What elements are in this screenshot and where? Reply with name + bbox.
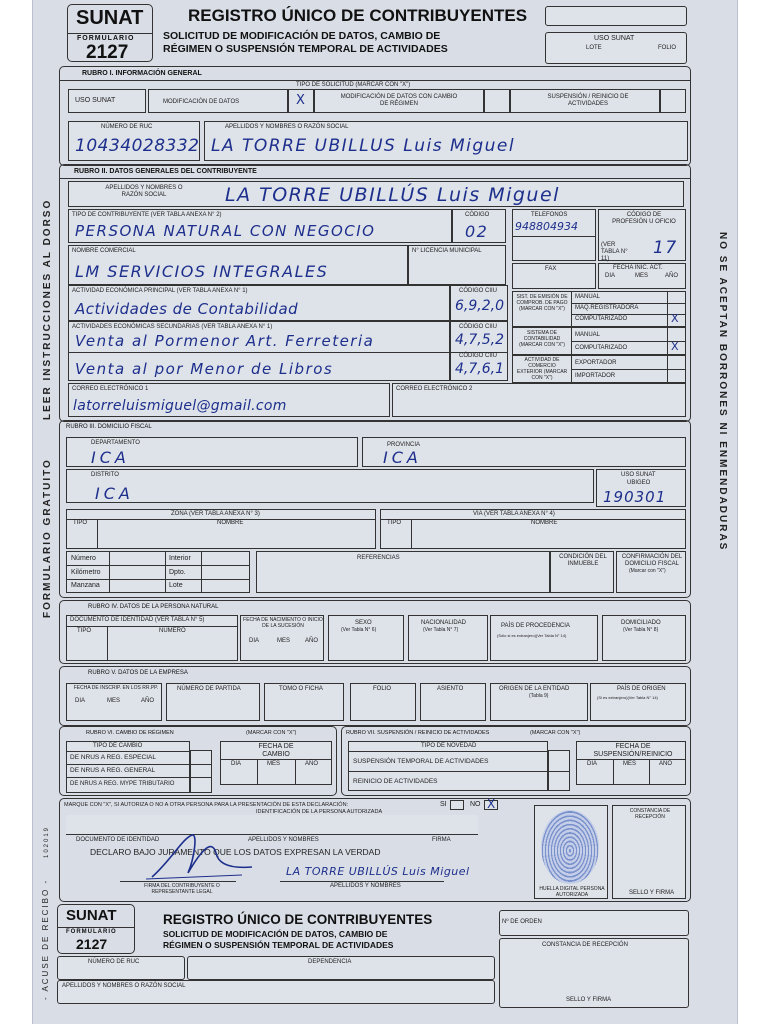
pais-procedencia-field[interactable]: PAÍS DE PROCEDENCIA (Sólo si es extranjero)(Ver Tabla N° 14) — [490, 615, 598, 661]
profesion-value: 17 — [653, 238, 678, 258]
declaro-text: DECLARO BAJO JURAMENTO QUE LOS DATOS EXPRESAN LA VERDAD — [90, 847, 381, 857]
constancia-box: CONSTANCIA DE RECEPCIÓN SELLO Y FIRMA — [612, 805, 686, 899]
rubro-1-title: RUBRO I. INFORMACIÓN GENERAL — [82, 70, 202, 77]
contab-mark: X — [671, 340, 679, 353]
rubro-6-title: RUBRO VI. CAMBIO DE RÉGIMEN — [86, 730, 174, 736]
contabilidad-block: SISTEMA DE CONTABILIDAD (MARCAR CON "X") MANUAL COMPUTARIZADO X — [512, 327, 686, 355]
form-subtitle-1: SOLICITUD DE MODIFICACIÓN DE DATOS, CAMBIO DE — [163, 30, 441, 42]
tipo-code-field[interactable]: CÓDIGO 02 — [452, 209, 506, 243]
form-label: FORMULARIO — [77, 35, 135, 42]
acuse-ruc-field[interactable]: NÚMERO DE RUC — [57, 956, 185, 980]
numero-block[interactable]: Número Kilómetro Manzana Interior Dpto. Lote — [66, 551, 250, 593]
rubro-4 — [59, 600, 691, 664]
tomo-field[interactable]: TOMO O FICHA — [264, 683, 344, 721]
fecha-cambio-field[interactable]: FECHA DE CAMBIO DIA MES AÑO — [220, 741, 332, 785]
ubigeo-value: 190301 — [603, 488, 667, 506]
declaracion-block: MARQUE CON "X", SI AUTORIZA O NO A OTRA PERSONA PARA LA PRESENTACIÓN DE ESTA DECLARACIÓN: IDENTIFICACIÓN DE LA PERSONA AUTORIZADA SI NO X DOCUMENTO DE IDENTIDAD APELLIDOS Y NOMBRES FIRMA DECLARO BAJO JURAMENTO QUE LOS DATOS EXPRESAN LA VERDAD FIRMA DEL CONTRIBUYENTE O REPRESENTANTE LEGAL LA TORRE UBILLÚS Luis Miguel APELLIDOS Y NOMBRES HUELLA DIGITAL PERSONA AUTORIZADA CONSTANCIA DE RECEPCIÓN SELLO Y FIRMA — [59, 798, 691, 902]
tipo-novedad-table[interactable]: TIPO DE NOVEDAD SUSPENSIÓN TEMPORAL DE ACTIVIDADES REINICIO DE ACTIVIDADES — [348, 741, 548, 791]
side-code: 102019 — [44, 825, 50, 858]
fecha-inscrip-field[interactable]: FECHA DE INSCRIP. EN LOS RR.PP. DIA MES AÑO — [66, 683, 162, 721]
acuse-apellidos-field[interactable]: APELLIDOS Y NOMBRES O RAZÓN SOCIAL — [57, 980, 495, 1004]
mod-datos-option[interactable]: MODIFICACIÓN DE DATOS — [148, 89, 288, 113]
telefono-field[interactable]: TELEFONOS 948804934 — [512, 209, 596, 261]
nacionalidad-field[interactable]: NACIONALIDAD (Ver Tabla N° 7) — [408, 615, 488, 661]
fecha-inicio-field[interactable]: FECHA INIC. ACT. DIA MES AÑO — [598, 263, 686, 289]
tipo-value: PERSONA NATURAL CON NEGOCIO — [75, 222, 376, 240]
suspension-option[interactable]: SUSPENSIÓN / REINICIO DE ACTIVIDADES — [510, 89, 660, 113]
provincia-value: ICA — [383, 448, 422, 467]
rubro-3 — [59, 420, 691, 598]
domiciliado-field[interactable]: DOMICILIADO (Ver Tabla N° 8) — [602, 615, 686, 661]
side-instructions: LEER INSTRUCCIONES AL DORSO — [42, 198, 53, 420]
doc-identidad-field[interactable]: DOCUMENTO DE IDENTIDAD (VER TABLA N° 5) TIPO NÚMERO — [66, 615, 238, 661]
suspension-checkbox[interactable] — [660, 89, 686, 113]
ruc-field[interactable]: NÚMERO DE RUC 10434028332 — [68, 121, 200, 161]
actividades-secundarias-ciiu[interactable]: CÓDIGO CIIU 4,7,5,2 CÓDIGO CIIU 4,7,6,1 — [450, 321, 508, 381]
rubro-5-title: RUBRO V. DATOS DE LA EMPRESA — [88, 670, 188, 676]
top-blank-box — [545, 6, 687, 26]
uso-sunat-cell: USO SUNAT — [68, 89, 146, 113]
form-title: REGISTRO ÚNICO DE CONTRIBUYENTES — [188, 6, 528, 25]
emision-block: SIST. DE EMISIÓN DE COMPROB. DE PAGO (MARCAR CON "X") MANUAL MAQ.REGISTRADORA COMPUTARIZADO X — [512, 291, 686, 327]
no-mark: X — [487, 797, 496, 811]
tipo-contribuyente-field[interactable]: TIPO DE CONTRIBUYENTE (VER TABLA ANEXA N° 2) PERSONA NATURAL CON NEGOCIO — [68, 209, 452, 243]
autorizada-fields[interactable] — [66, 815, 478, 835]
comercial-value: LM SERVICIOS INTEGRALES — [75, 262, 329, 281]
actividades-secundarias-field[interactable]: ACTIVIDADES ECONÓMICAS SECUNDARIAS (VER TABLA ANEXA N° 1) Venta al Pormenor Art. Ferreteria Venta al por Menor de Libros — [68, 321, 450, 381]
emision-mark: X — [671, 312, 679, 325]
acuse-dependencia-field[interactable]: DEPENDENCIA — [187, 956, 495, 980]
rubro-5 — [59, 666, 691, 726]
acuse-constancia-box: CONSTANCIA DE RECEPCIÓN SELLO Y FIRMA — [499, 938, 689, 1008]
act-sec2-value: Venta al por Menor de Libros — [75, 360, 334, 378]
fecha-nac-field[interactable]: FECHA DE NACIMIENTO O INICIO DE LA SUCESIÓN DIA MES AÑO — [240, 615, 324, 661]
rubro-1: RUBRO I. INFORMACIÓN GENERAL TIPO DE SOLICITUD (MARCAR CON "X") USO SUNAT MODIFICACIÓN DE DATOS X MODIFICACIÓN DE DATOS CON CAMBIO DE RÉGIMEN SUSPENSIÓN / REINICIO DE ACTIVIDADES NÚMERO DE RUC 10434028332 APELLIDOS Y NOMBRES O RAZÓN SOCIAL LA TORRE UBILLUS Luis Miguel — [59, 66, 691, 166]
nombre-comercial-field[interactable]: NOMBRE COMERCIAL LM SERVICIOS INTEGRALES — [68, 245, 408, 285]
origen-field[interactable]: ORIGEN DE LA ENTIDAD (Tabla 9) — [490, 683, 588, 721]
sexo-field[interactable]: SEXO (Ver Tabla N° 6) — [328, 615, 404, 661]
tipo-cambio-checks[interactable] — [190, 750, 212, 793]
apellidos-value: LA TORRE UBILLÚS Luis Miguel — [225, 184, 560, 206]
form-subtitle-2: RÉGIMEN O SUSPENSIÓN TEMPORAL DE ACTIVIDADES — [163, 43, 448, 55]
huella-box: HUELLA DIGITAL PERSONA AUTORIZADA — [534, 805, 608, 899]
comercio-block: ACTIVIDAD DE COMERCIO EXTERIOR (MARCAR CON "X") EXPORTADOR IMPORTADOR — [512, 355, 686, 383]
correo1-field[interactable]: CORREO ELECTRÓNICO 1 latorreluismiguel@gmail.com — [68, 383, 390, 417]
rubro-6: RUBRO VI. CAMBIO DE RÉGIMEN (MARCAR CON "X") TIPO DE CAMBIO DE NRUS A REG. ESPECIAL DE NRUS A REG. GENERAL DE NRUS A REG. MYPE TRIBUTARIO FECHA DE CAMBIO DIA MES AÑO — [59, 726, 337, 796]
nombre-value: LA TORRE UBILLUS Luis Miguel — [211, 136, 516, 156]
nombre-field[interactable]: APELLIDOS Y NOMBRES O RAZÓN SOCIAL LA TORRE UBILLUS Luis Miguel — [204, 121, 688, 161]
rubro-2 — [59, 164, 691, 422]
tipo-code: 02 — [465, 222, 489, 241]
distrito-value: ICA — [95, 484, 134, 503]
confirmacion-field[interactable]: CONFIRMACIÓN DEL DOMICILIO FISCAL (Marcar con "X") — [616, 551, 686, 593]
rubro-7: RUBRO VII. SUSPENSIÓN / REINICIO DE ACTIVIDADES (MARCAR CON "X") TIPO DE NOVEDAD SUSPENSIÓN TEMPORAL DE ACTIVIDADES REINICIO DE ACTIVIDADES FECHA DE SUSPENSIÓN/REINICIO DIA MES AÑO — [341, 726, 691, 796]
folio-field[interactable]: FOLIO — [350, 683, 416, 721]
rubro-2-title: RUBRO II. DATOS GENERALES DEL CONTRIBUYENTE — [74, 168, 257, 175]
si-checkbox[interactable] — [450, 800, 464, 810]
acuse-logo-box: SUNAT FORMULARIO 2127 — [57, 904, 135, 954]
fax-field[interactable]: FAX — [512, 263, 596, 289]
declarante-nombre: LA TORRE UBILLÚS Luis Miguel — [286, 865, 470, 878]
partida-field[interactable]: NÚMERO DE PARTIDA — [166, 683, 260, 721]
correo1-value: latorreluismiguel@gmail.com — [73, 398, 287, 414]
brand: SUNAT — [76, 7, 144, 29]
sunat-logo-box — [67, 4, 153, 62]
tipo-cambio-table[interactable]: TIPO DE CAMBIO DE NRUS A REG. ESPECIAL DE NRUS A REG. GENERAL DE NRUS A REG. MYPE TRIBUTARIO — [66, 741, 190, 793]
act-sec2-code: 4,7,6,1 — [455, 361, 504, 377]
side-no-borrones: NO SE ACEPTAN BORRONES NI ENMENDADURAS — [717, 232, 728, 552]
mod-cambio-checkbox[interactable] — [484, 89, 510, 113]
correo2-field[interactable]: CORREO ELECTRÓNICO 2 — [392, 383, 686, 417]
profesion-field[interactable]: CÓDIGO DE PROFESIÓN U OFICIO (VER TABLA N° 11) 17 — [598, 209, 686, 261]
act-principal-code: 6,9,2,0 — [455, 298, 504, 314]
no-checkbox[interactable] — [484, 797, 498, 811]
fecha-suspension-field[interactable]: FECHA DE SUSPENSIÓN/REINICIO DIA MES AÑO — [576, 741, 686, 785]
ubigeo-field: USO SUNAT UBIGEO 190301 — [596, 469, 686, 507]
telefono-value: 948804934 — [515, 220, 578, 233]
acuse-orden-field[interactable]: Nº DE ORDEN — [499, 910, 689, 936]
mod-datos-mark: X — [296, 93, 305, 108]
act-sec1-code: 4,7,5,2 — [455, 332, 504, 348]
rubro-7-title: RUBRO VII. SUSPENSIÓN / REINICIO DE ACTIVIDADES — [346, 730, 490, 736]
acuse-title: REGISTRO ÚNICO DE CONTRIBUYENTES — [163, 912, 433, 927]
apellidos-field[interactable]: APELLIDOS Y NOMBRES O RAZÓN SOCIAL LA TORRE UBILLÚS Luis Miguel — [68, 181, 684, 207]
actividad-principal-ciiu[interactable]: CÓDIGO CIIU 6,9,2,0 — [450, 285, 508, 321]
mod-datos-checkbox[interactable] — [288, 89, 314, 113]
actividad-principal-field[interactable]: ACTIVIDAD ECONÓMICA PRINCIPAL (VER TABLA ANEXA N° 1) Actividades de Contabilidad — [68, 285, 450, 321]
signature — [142, 829, 262, 883]
acuse-subtitle-1: SOLICITUD DE MODIFICACIÓN DE DATOS, CAMBIO DE — [163, 929, 388, 939]
departamento-field[interactable]: DEPARTAMENTO ICA — [66, 437, 358, 467]
rubro-3-title: RUBRO III. DOMICILIO FISCAL — [66, 424, 152, 430]
pais-origen-field[interactable]: PAÍS DE ORIGEN (Si es extranjero)(Ver Tabla N° 14) — [590, 683, 686, 721]
via-field[interactable]: VIA (VER TABLA ANEXA N° 4) TIPO NOMBRE — [380, 509, 686, 549]
referencias-field[interactable]: REFERENCIAS — [256, 551, 550, 593]
form-number: 2127 — [86, 42, 129, 63]
acuse-subtitle-2: RÉGIMEN O SUSPENSIÓN TEMPORAL DE ACTIVIDADES — [163, 940, 394, 950]
act-sec1-value: Venta al Pormenor Art. Ferreteria — [75, 332, 375, 350]
side-acuse: - ACUSE DE RECIBO - — [41, 878, 50, 1000]
tipo-novedad-checks[interactable] — [548, 750, 570, 791]
fingerprint-icon — [541, 810, 599, 884]
uso-sunat-box: USO SUNAT LOTE FOLIO — [545, 32, 687, 64]
condicion-field[interactable]: CONDICIÓN DEL INMUEBLE — [550, 551, 614, 593]
provincia-field[interactable]: PROVINCIA ICA — [362, 437, 686, 467]
zona-field[interactable]: ZONA (VER TABLA ANEXA N° 3) TIPO NOMBRE — [66, 509, 376, 549]
asiento-field[interactable]: ASIENTO — [420, 683, 486, 721]
distrito-field[interactable]: DISTRITO ICA — [66, 469, 594, 503]
mod-cambio-option[interactable]: MODIFICACIÓN DE DATOS CON CAMBIO DE RÉGIMEN — [314, 89, 484, 113]
form-sheet — [32, 0, 738, 1024]
rubro-4-title: RUBRO IV. DATOS DE LA PERSONA NATURAL — [88, 604, 219, 610]
act-principal-value: Actividades de Contabilidad — [75, 300, 299, 318]
side-gratuito: FORMULARIO GRATUITO — [42, 458, 53, 618]
ruc-value: 10434028332 — [75, 136, 200, 156]
departamento-value: ICA — [91, 448, 130, 467]
licencia-field[interactable]: N° LICENCIA MUNICIPAL — [408, 245, 506, 285]
